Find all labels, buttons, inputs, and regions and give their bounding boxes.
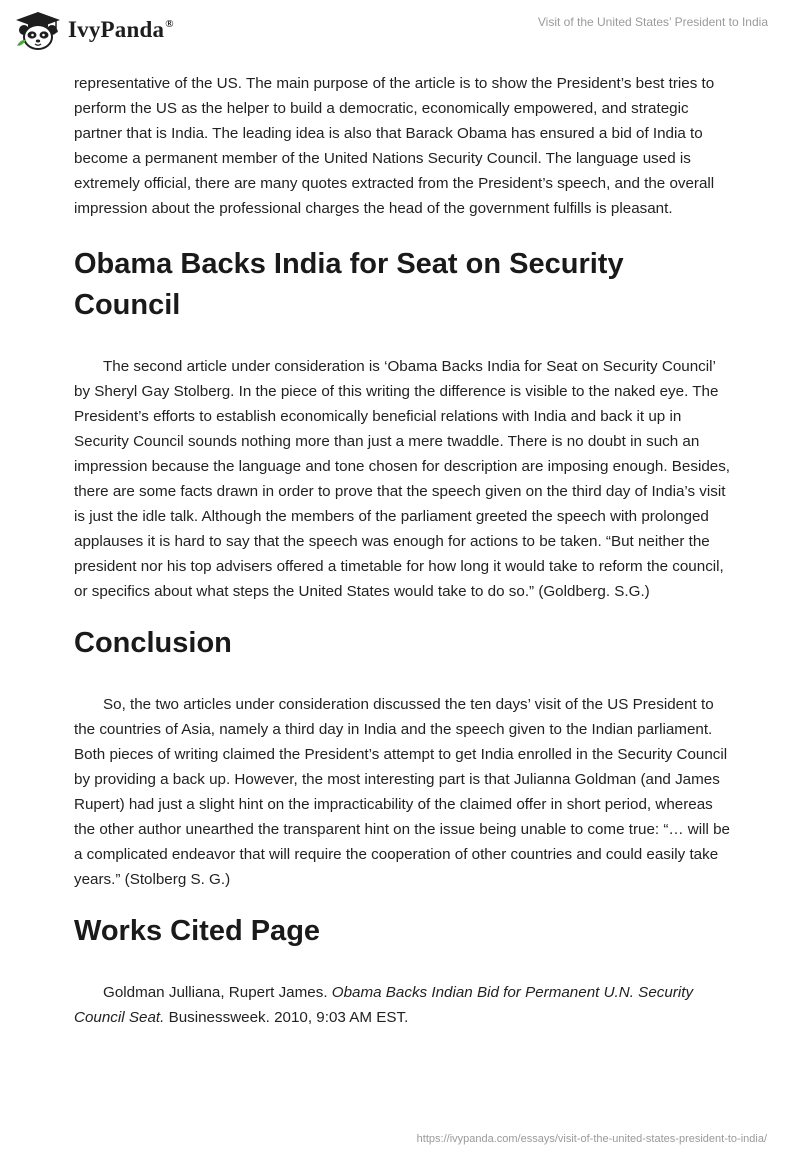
citation-authors: Goldman Julliana, Rupert James. (103, 984, 332, 1001)
essay-content (74, 71, 734, 1030)
brand-name: IvyPanda® (68, 17, 174, 42)
citation-entry (74, 980, 734, 1030)
section-heading-works-cited: Works Cited Page (74, 915, 321, 947)
ivypanda-logo[interactable] (14, 10, 174, 50)
document-title: Visit of the United States’ President to India (537, 15, 768, 29)
section-heading-obama: Obama Backs India for Seat on Security Council (74, 248, 624, 321)
obama-paragraph: The second article under consideration is ‘Obama Backs India for Seat on Security Council’ by Sheryl Gay Stolberg. In the piece of this writing the difference is visible to the naked eye. The President’s efforts to establish economically beneficial relations with India and back it up in Security Council sounds nothing more than just a mere twaddle. There is no doubt in such an impression because the language and tone chosen for description are imposing enough. Besides, there are some facts drawn in order to prove that the speech given on the third day of India’s visit is just the idle talk. Although the members of the parliament greeted the speech with prolonged applauses it is hard to say that the speech was enough for actions to be taken. “But neither the president nor his top advisers offered a timetable for how long it would take to reform the council, or specifics about what steps the United States would take to do so.” (Goldberg. S.G.) (74, 358, 731, 600)
section-heading-conclusion: Conclusion (74, 627, 232, 659)
citation-source: Businessweek. 2010, 9:03 AM EST. (164, 1009, 409, 1026)
intro-paragraph: representative of the US. The main purpose of the article is to show the President’s best tries to perform the US as the helper to build a democratic, economically empowered, and strategic partner that is India. The leading idea is also that Barack Obama has ensured a bid of India to become a permanent member of the United Nations Security Council. The language used is extremely official, there are many quotes extracted from the President’s speech, and the overall impression about the professional charges the head of the government fulfills is pleasant. (74, 75, 715, 217)
registered-mark: ® (165, 18, 174, 30)
conclusion-paragraph: So, the two articles under consideration discussed the ten days’ visit of the US President to the countries of Asia, namely a third day in India and the speech given to the Indian parliament. Both pieces of writing claimed the President’s attempt to get India enrolled in the Security Council by providing a back up. However, the most interesting part is that Julianna Goldman (and James Rupert) had just a slight hint on the impracticability of the claimed offer in short period, whereas the other author unearthed the transparent hint on the issue being unable to come true: “… will be a complicated endeavor that will require the cooperation of other countries and could easily take years.” (Stolberg S. G.) (74, 696, 731, 888)
page-header (0, 0, 800, 60)
source-url-link[interactable]: https://ivypanda.com/essays/visit-of-the-united-states-president-to-india/ (416, 1133, 767, 1145)
citation-title: Obama Backs Indian Bid for Permanent U.N. Security Council Seat. (74, 984, 694, 1026)
panda-logo-icon (14, 10, 62, 50)
